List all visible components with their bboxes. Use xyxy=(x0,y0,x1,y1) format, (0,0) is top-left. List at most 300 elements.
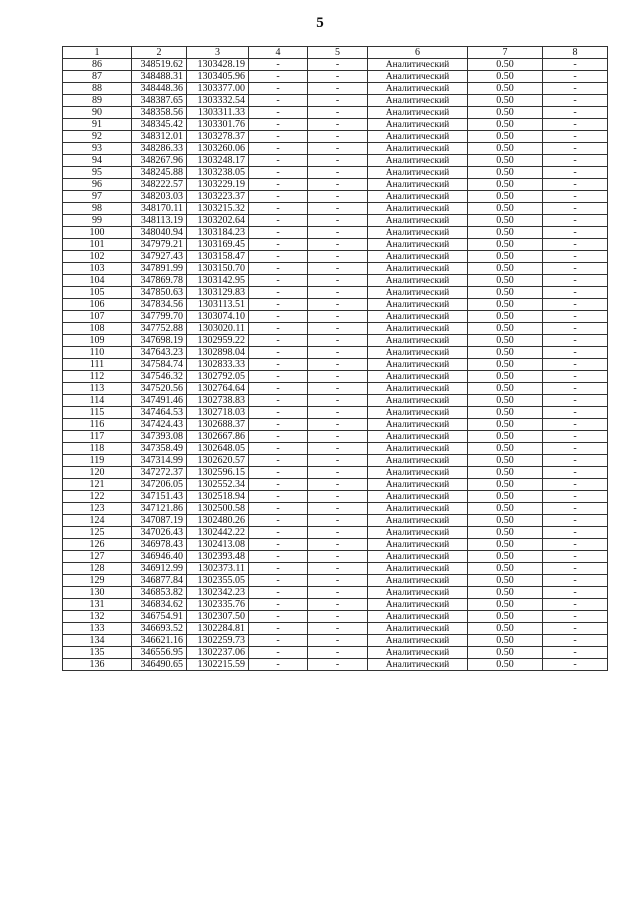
table-body xyxy=(63,59,608,671)
table-row xyxy=(63,635,608,647)
x-coordinate-cell: 346912.99 xyxy=(132,563,187,575)
col4-cell: - xyxy=(249,659,308,671)
table-row xyxy=(63,491,608,503)
method-cell: Аналитический xyxy=(368,167,468,179)
col5-cell: - xyxy=(308,203,368,215)
point-number-cell: 88 xyxy=(63,83,132,95)
y-coordinate-cell: 1303301.76 xyxy=(187,119,249,131)
point-number-cell: 135 xyxy=(63,647,132,659)
point-number-cell: 121 xyxy=(63,479,132,491)
point-number-cell: 101 xyxy=(63,239,132,251)
col4-cell: - xyxy=(249,95,308,107)
x-coordinate-cell: 347314.99 xyxy=(132,455,187,467)
col8-cell: - xyxy=(543,239,608,251)
table-row xyxy=(63,587,608,599)
y-coordinate-cell: 1302764.64 xyxy=(187,383,249,395)
x-coordinate-cell: 348519.62 xyxy=(132,59,187,71)
col8-cell: - xyxy=(543,431,608,443)
x-coordinate-cell: 346946.40 xyxy=(132,551,187,563)
y-coordinate-cell: 1303405.96 xyxy=(187,71,249,83)
method-cell: Аналитический xyxy=(368,443,468,455)
col4-cell: - xyxy=(249,551,308,563)
x-coordinate-cell: 347927.43 xyxy=(132,251,187,263)
method-cell: Аналитический xyxy=(368,275,468,287)
point-number-cell: 114 xyxy=(63,395,132,407)
col4-cell: - xyxy=(249,311,308,323)
point-number-cell: 133 xyxy=(63,623,132,635)
x-coordinate-cell: 347358.49 xyxy=(132,443,187,455)
col8-cell: - xyxy=(543,251,608,263)
method-cell: Аналитический xyxy=(368,419,468,431)
x-coordinate-cell: 348345.42 xyxy=(132,119,187,131)
y-coordinate-cell: 1302373.11 xyxy=(187,563,249,575)
accuracy-cell: 0.50 xyxy=(468,299,543,311)
point-number-cell: 113 xyxy=(63,383,132,395)
col4-cell: - xyxy=(249,479,308,491)
x-coordinate-cell: 348448.36 xyxy=(132,83,187,95)
method-cell: Аналитический xyxy=(368,71,468,83)
col5-cell: - xyxy=(308,251,368,263)
col5-cell: - xyxy=(308,275,368,287)
point-number-cell: 107 xyxy=(63,311,132,323)
col8-cell: - xyxy=(543,443,608,455)
accuracy-cell: 0.50 xyxy=(468,95,543,107)
x-coordinate-cell: 347979.21 xyxy=(132,239,187,251)
y-coordinate-cell: 1302237.06 xyxy=(187,647,249,659)
x-coordinate-cell: 347891.99 xyxy=(132,263,187,275)
point-number-cell: 117 xyxy=(63,431,132,443)
y-coordinate-cell: 1302959.22 xyxy=(187,335,249,347)
point-number-cell: 136 xyxy=(63,659,132,671)
point-number-cell: 134 xyxy=(63,635,132,647)
col8-cell: - xyxy=(543,395,608,407)
table-row xyxy=(63,167,608,179)
col5-cell: - xyxy=(308,239,368,251)
x-coordinate-cell: 347799.70 xyxy=(132,311,187,323)
accuracy-cell: 0.50 xyxy=(468,623,543,635)
point-number-cell: 104 xyxy=(63,275,132,287)
y-coordinate-cell: 1302718.03 xyxy=(187,407,249,419)
col8-cell: - xyxy=(543,323,608,335)
col8-cell: - xyxy=(543,299,608,311)
table-row xyxy=(63,227,608,239)
accuracy-cell: 0.50 xyxy=(468,179,543,191)
method-cell: Аналитический xyxy=(368,407,468,419)
x-coordinate-cell: 348488.31 xyxy=(132,71,187,83)
col8-cell: - xyxy=(543,503,608,515)
col4-cell: - xyxy=(249,527,308,539)
accuracy-cell: 0.50 xyxy=(468,239,543,251)
col8-cell: - xyxy=(543,347,608,359)
method-cell: Аналитический xyxy=(368,479,468,491)
col4-cell: - xyxy=(249,251,308,263)
method-cell: Аналитический xyxy=(368,467,468,479)
col5-cell: - xyxy=(308,539,368,551)
method-cell: Аналитический xyxy=(368,527,468,539)
col5-cell: - xyxy=(308,587,368,599)
x-coordinate-cell: 347834.56 xyxy=(132,299,187,311)
col5-cell: - xyxy=(308,299,368,311)
y-coordinate-cell: 1302596.15 xyxy=(187,467,249,479)
table-row xyxy=(63,599,608,611)
accuracy-cell: 0.50 xyxy=(468,107,543,119)
table-header-row xyxy=(63,47,608,59)
table-row xyxy=(63,239,608,251)
col8-cell: - xyxy=(543,551,608,563)
x-coordinate-cell: 348358.56 xyxy=(132,107,187,119)
y-coordinate-cell: 1303377.00 xyxy=(187,83,249,95)
col4-cell: - xyxy=(249,191,308,203)
y-coordinate-cell: 1302355.05 xyxy=(187,575,249,587)
col8-cell: - xyxy=(543,491,608,503)
accuracy-cell: 0.50 xyxy=(468,227,543,239)
page-number: 5 xyxy=(316,15,324,31)
col5-cell: - xyxy=(308,227,368,239)
y-coordinate-cell: 1302792.05 xyxy=(187,371,249,383)
col5-cell: - xyxy=(308,503,368,515)
col4-cell: - xyxy=(249,203,308,215)
method-cell: Аналитический xyxy=(368,575,468,587)
column-header: 4 xyxy=(249,47,308,59)
table-row xyxy=(63,323,608,335)
col5-cell: - xyxy=(308,323,368,335)
table-row xyxy=(63,83,608,95)
accuracy-cell: 0.50 xyxy=(468,563,543,575)
col5-cell: - xyxy=(308,431,368,443)
x-coordinate-cell: 347206.05 xyxy=(132,479,187,491)
col4-cell: - xyxy=(249,275,308,287)
y-coordinate-cell: 1303428.19 xyxy=(187,59,249,71)
col5-cell: - xyxy=(308,359,368,371)
x-coordinate-cell: 346556.95 xyxy=(132,647,187,659)
col8-cell: - xyxy=(543,455,608,467)
col8-cell: - xyxy=(543,335,608,347)
point-number-cell: 95 xyxy=(63,167,132,179)
col4-cell: - xyxy=(249,59,308,71)
col4-cell: - xyxy=(249,299,308,311)
accuracy-cell: 0.50 xyxy=(468,467,543,479)
col8-cell: - xyxy=(543,479,608,491)
y-coordinate-cell: 1303248.17 xyxy=(187,155,249,167)
x-coordinate-cell: 348040.94 xyxy=(132,227,187,239)
method-cell: Аналитический xyxy=(368,335,468,347)
table-row xyxy=(63,107,608,119)
accuracy-cell: 0.50 xyxy=(468,155,543,167)
col8-cell: - xyxy=(543,287,608,299)
x-coordinate-cell: 348113.19 xyxy=(132,215,187,227)
col8-cell: - xyxy=(543,95,608,107)
method-cell: Аналитический xyxy=(368,95,468,107)
col4-cell: - xyxy=(249,347,308,359)
col5-cell: - xyxy=(308,191,368,203)
col5-cell: - xyxy=(308,71,368,83)
col5-cell: - xyxy=(308,467,368,479)
accuracy-cell: 0.50 xyxy=(468,347,543,359)
point-number-cell: 119 xyxy=(63,455,132,467)
y-coordinate-cell: 1302667.86 xyxy=(187,431,249,443)
method-cell: Аналитический xyxy=(368,323,468,335)
y-coordinate-cell: 1303184.23 xyxy=(187,227,249,239)
col4-cell: - xyxy=(249,599,308,611)
y-coordinate-cell: 1303142.95 xyxy=(187,275,249,287)
method-cell: Аналитический xyxy=(368,347,468,359)
x-coordinate-cell: 347464.53 xyxy=(132,407,187,419)
method-cell: Аналитический xyxy=(368,635,468,647)
point-number-cell: 102 xyxy=(63,251,132,263)
col4-cell: - xyxy=(249,227,308,239)
accuracy-cell: 0.50 xyxy=(468,311,543,323)
accuracy-cell: 0.50 xyxy=(468,275,543,287)
col4-cell: - xyxy=(249,395,308,407)
y-coordinate-cell: 1302500.58 xyxy=(187,503,249,515)
y-coordinate-cell: 1302413.08 xyxy=(187,539,249,551)
col5-cell: - xyxy=(308,527,368,539)
accuracy-cell: 0.50 xyxy=(468,539,543,551)
col5-cell: - xyxy=(308,347,368,359)
method-cell: Аналитический xyxy=(368,587,468,599)
col5-cell: - xyxy=(308,371,368,383)
col5-cell: - xyxy=(308,551,368,563)
point-number-cell: 86 xyxy=(63,59,132,71)
col4-cell: - xyxy=(249,623,308,635)
col5-cell: - xyxy=(308,647,368,659)
method-cell: Аналитический xyxy=(368,647,468,659)
y-coordinate-cell: 1303215.32 xyxy=(187,203,249,215)
method-cell: Аналитический xyxy=(368,611,468,623)
accuracy-cell: 0.50 xyxy=(468,287,543,299)
col4-cell: - xyxy=(249,371,308,383)
col4-cell: - xyxy=(249,335,308,347)
y-coordinate-cell: 1302898.04 xyxy=(187,347,249,359)
accuracy-cell: 0.50 xyxy=(468,371,543,383)
col4-cell: - xyxy=(249,71,308,83)
col4-cell: - xyxy=(249,239,308,251)
method-cell: Аналитический xyxy=(368,623,468,635)
point-number-cell: 124 xyxy=(63,515,132,527)
accuracy-cell: 0.50 xyxy=(468,395,543,407)
col8-cell: - xyxy=(543,371,608,383)
col4-cell: - xyxy=(249,575,308,587)
table-row xyxy=(63,623,608,635)
table-row xyxy=(63,467,608,479)
table-row xyxy=(63,59,608,71)
col5-cell: - xyxy=(308,515,368,527)
x-coordinate-cell: 346877.84 xyxy=(132,575,187,587)
point-number-cell: 90 xyxy=(63,107,132,119)
col4-cell: - xyxy=(249,455,308,467)
point-number-cell: 92 xyxy=(63,131,132,143)
col4-cell: - xyxy=(249,215,308,227)
col8-cell: - xyxy=(543,107,608,119)
coordinates-table xyxy=(62,46,608,671)
col5-cell: - xyxy=(308,611,368,623)
x-coordinate-cell: 347026.43 xyxy=(132,527,187,539)
y-coordinate-cell: 1302284.81 xyxy=(187,623,249,635)
y-coordinate-cell: 1303223.37 xyxy=(187,191,249,203)
x-coordinate-cell: 348222.57 xyxy=(132,179,187,191)
y-coordinate-cell: 1303150.70 xyxy=(187,263,249,275)
y-coordinate-cell: 1303238.05 xyxy=(187,167,249,179)
accuracy-cell: 0.50 xyxy=(468,83,543,95)
col8-cell: - xyxy=(543,407,608,419)
method-cell: Аналитический xyxy=(368,239,468,251)
method-cell: Аналитический xyxy=(368,83,468,95)
y-coordinate-cell: 1303202.64 xyxy=(187,215,249,227)
method-cell: Аналитический xyxy=(368,155,468,167)
col8-cell: - xyxy=(543,635,608,647)
col8-cell: - xyxy=(543,203,608,215)
col5-cell: - xyxy=(308,335,368,347)
col5-cell: - xyxy=(308,167,368,179)
point-number-cell: 91 xyxy=(63,119,132,131)
col5-cell: - xyxy=(308,395,368,407)
col8-cell: - xyxy=(543,275,608,287)
col4-cell: - xyxy=(249,287,308,299)
accuracy-cell: 0.50 xyxy=(468,455,543,467)
column-header: 5 xyxy=(308,47,368,59)
col4-cell: - xyxy=(249,383,308,395)
col5-cell: - xyxy=(308,419,368,431)
accuracy-cell: 0.50 xyxy=(468,527,543,539)
col5-cell: - xyxy=(308,479,368,491)
method-cell: Аналитический xyxy=(368,599,468,611)
accuracy-cell: 0.50 xyxy=(468,263,543,275)
table-row xyxy=(63,647,608,659)
y-coordinate-cell: 1303229.19 xyxy=(187,179,249,191)
x-coordinate-cell: 347520.56 xyxy=(132,383,187,395)
table-row xyxy=(63,299,608,311)
col5-cell: - xyxy=(308,263,368,275)
col8-cell: - xyxy=(543,119,608,131)
accuracy-cell: 0.50 xyxy=(468,407,543,419)
col4-cell: - xyxy=(249,503,308,515)
x-coordinate-cell: 348267.96 xyxy=(132,155,187,167)
accuracy-cell: 0.50 xyxy=(468,659,543,671)
point-number-cell: 120 xyxy=(63,467,132,479)
x-coordinate-cell: 348312.01 xyxy=(132,131,187,143)
col4-cell: - xyxy=(249,167,308,179)
point-number-cell: 108 xyxy=(63,323,132,335)
table-row xyxy=(63,95,608,107)
y-coordinate-cell: 1302552.34 xyxy=(187,479,249,491)
method-cell: Аналитический xyxy=(368,59,468,71)
table-row xyxy=(63,203,608,215)
accuracy-cell: 0.50 xyxy=(468,323,543,335)
method-cell: Аналитический xyxy=(368,263,468,275)
accuracy-cell: 0.50 xyxy=(468,335,543,347)
point-number-cell: 123 xyxy=(63,503,132,515)
table-row xyxy=(63,383,608,395)
column-header: 6 xyxy=(368,47,468,59)
table-row xyxy=(63,311,608,323)
x-coordinate-cell: 347272.37 xyxy=(132,467,187,479)
y-coordinate-cell: 1303113.51 xyxy=(187,299,249,311)
accuracy-cell: 0.50 xyxy=(468,167,543,179)
method-cell: Аналитический xyxy=(368,503,468,515)
point-number-cell: 105 xyxy=(63,287,132,299)
col5-cell: - xyxy=(308,215,368,227)
col4-cell: - xyxy=(249,107,308,119)
point-number-cell: 106 xyxy=(63,299,132,311)
col8-cell: - xyxy=(543,647,608,659)
table-row xyxy=(63,551,608,563)
method-cell: Аналитический xyxy=(368,539,468,551)
accuracy-cell: 0.50 xyxy=(468,599,543,611)
col4-cell: - xyxy=(249,119,308,131)
col5-cell: - xyxy=(308,455,368,467)
table-row xyxy=(63,263,608,275)
col5-cell: - xyxy=(308,179,368,191)
y-coordinate-cell: 1302518.94 xyxy=(187,491,249,503)
col4-cell: - xyxy=(249,587,308,599)
col8-cell: - xyxy=(543,359,608,371)
accuracy-cell: 0.50 xyxy=(468,503,543,515)
point-number-cell: 94 xyxy=(63,155,132,167)
point-number-cell: 110 xyxy=(63,347,132,359)
method-cell: Аналитический xyxy=(368,107,468,119)
col4-cell: - xyxy=(249,143,308,155)
col5-cell: - xyxy=(308,383,368,395)
method-cell: Аналитический xyxy=(368,551,468,563)
col4-cell: - xyxy=(249,611,308,623)
y-coordinate-cell: 1302215.59 xyxy=(187,659,249,671)
method-cell: Аналитический xyxy=(368,563,468,575)
x-coordinate-cell: 348203.03 xyxy=(132,191,187,203)
method-cell: Аналитический xyxy=(368,143,468,155)
point-number-cell: 98 xyxy=(63,203,132,215)
col8-cell: - xyxy=(543,83,608,95)
accuracy-cell: 0.50 xyxy=(468,419,543,431)
table-row xyxy=(63,539,608,551)
col4-cell: - xyxy=(249,467,308,479)
y-coordinate-cell: 1302688.37 xyxy=(187,419,249,431)
col8-cell: - xyxy=(543,227,608,239)
col5-cell: - xyxy=(308,311,368,323)
point-number-cell: 132 xyxy=(63,611,132,623)
accuracy-cell: 0.50 xyxy=(468,251,543,263)
table-row xyxy=(63,659,608,671)
y-coordinate-cell: 1303332.54 xyxy=(187,95,249,107)
col8-cell: - xyxy=(543,131,608,143)
table-row xyxy=(63,287,608,299)
method-cell: Аналитический xyxy=(368,179,468,191)
accuracy-cell: 0.50 xyxy=(468,215,543,227)
y-coordinate-cell: 1302833.33 xyxy=(187,359,249,371)
method-cell: Аналитический xyxy=(368,359,468,371)
y-coordinate-cell: 1302342.23 xyxy=(187,587,249,599)
table-row xyxy=(63,143,608,155)
table-row xyxy=(63,191,608,203)
method-cell: Аналитический xyxy=(368,251,468,263)
accuracy-cell: 0.50 xyxy=(468,359,543,371)
col4-cell: - xyxy=(249,407,308,419)
method-cell: Аналитический xyxy=(368,383,468,395)
accuracy-cell: 0.50 xyxy=(468,131,543,143)
col4-cell: - xyxy=(249,539,308,551)
col4-cell: - xyxy=(249,179,308,191)
method-cell: Аналитический xyxy=(368,311,468,323)
method-cell: Аналитический xyxy=(368,491,468,503)
accuracy-cell: 0.50 xyxy=(468,383,543,395)
col4-cell: - xyxy=(249,263,308,275)
col4-cell: - xyxy=(249,359,308,371)
x-coordinate-cell: 346754.91 xyxy=(132,611,187,623)
y-coordinate-cell: 1302307.50 xyxy=(187,611,249,623)
col8-cell: - xyxy=(543,383,608,395)
y-coordinate-cell: 1302480.26 xyxy=(187,515,249,527)
point-number-cell: 127 xyxy=(63,551,132,563)
method-cell: Аналитический xyxy=(368,515,468,527)
